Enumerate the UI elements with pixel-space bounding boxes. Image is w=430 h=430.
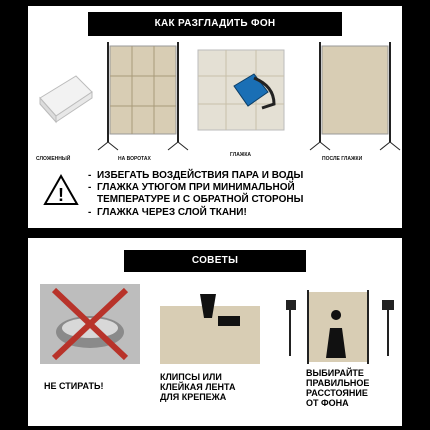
caption-on-stand: НА ВОРОТАХ [118, 156, 151, 162]
tips-title-banner: СОВЕТЫ [124, 250, 306, 272]
svg-text:!: ! [58, 185, 64, 205]
folded-backdrop-illustration [36, 68, 96, 128]
guide-title-banner: КАК РАЗГЛАДИТЬ ФОН [88, 12, 342, 36]
caption-after: ПОСЛЕ ГЛАЖКИ [322, 156, 363, 162]
after-ironing-illustration [310, 42, 400, 152]
caption-folded: СЛОЖЕННЫЙ [36, 156, 71, 162]
tip-clips: КЛИПСЫ ИЛИ КЛЕЙКАЯ ЛЕНТА ДЛЯ КРЕПЕЖА [160, 372, 236, 402]
warning-line-1: - ИЗБЕГАТЬ ВОЗДЕЙСТВИЯ ПАРА И ВОДЫ [88, 170, 304, 181]
warning-line-2: - ГЛАЖКА УТЮГОМ ПРИ МИНИМАЛЬНОЙ [88, 182, 295, 193]
distance-illustration [286, 286, 396, 366]
backdrop-on-stand-illustration [98, 42, 188, 152]
clips-illustration [160, 294, 260, 364]
tip-distance: ВЫБИРАЙТЕ ПРАВИЛЬНОЕ РАССТОЯНИЕ ОТ ФОНА [306, 368, 370, 408]
no-washing-illustration [40, 284, 140, 364]
ironing-illustration [196, 46, 286, 136]
warning-line-3: ТЕМПЕРАТУРЕ И С ОБРАТНОЙ СТОРОНЫ [97, 194, 304, 205]
tips-panel [28, 238, 402, 426]
tip-no-washing: НЕ СТИРАТЬ! [44, 381, 104, 391]
warning-line-4: - ГЛАЖКА ЧЕРЕЗ СЛОЙ ТКАНИ! [88, 207, 247, 218]
ironing-guide-panel [28, 6, 402, 228]
caption-ironing: ГЛАЖКА [230, 152, 252, 158]
warning-icon [44, 174, 78, 206]
